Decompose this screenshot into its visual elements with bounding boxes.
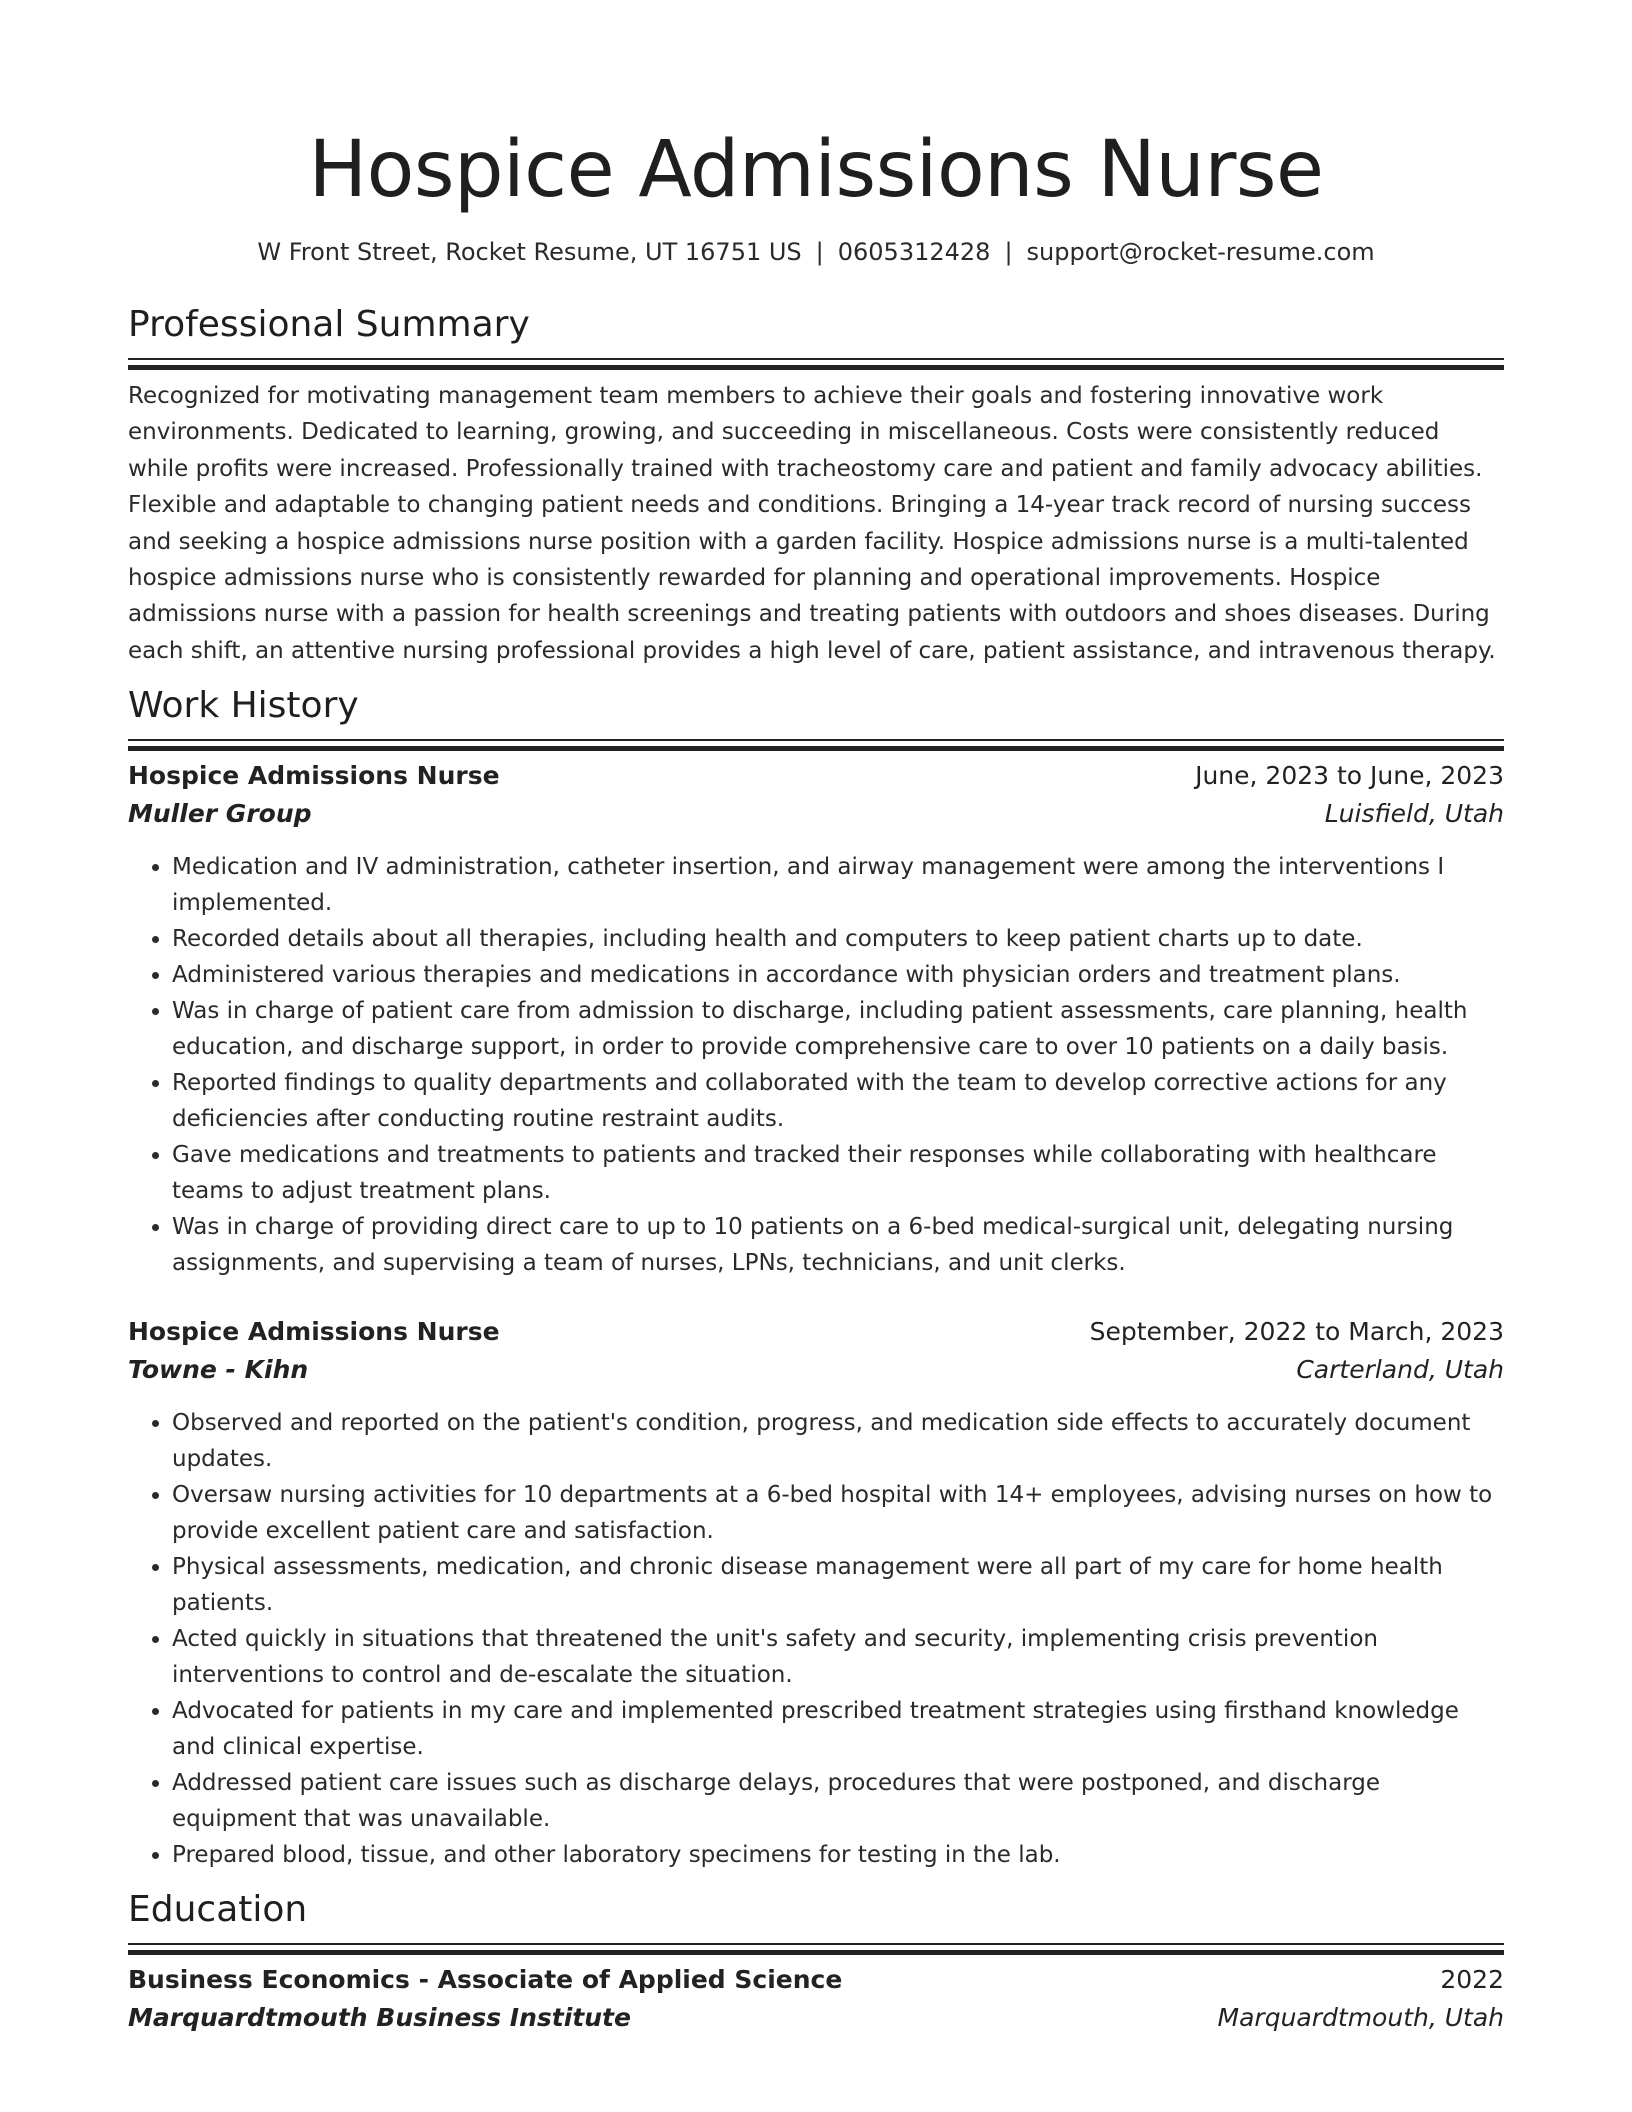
job-bullet: • Oversaw nursing activities for 10 departments at a 6-bed hospital with 14+ employees, advising nurses on how to provide excellent patient care and satisfaction. [172,1477,1504,1549]
section-divider [128,1943,1504,1945]
job-dates: September, 2022 to March, 2023 [1089,1317,1504,1347]
education-location: Marquardtmouth, Utah [1217,2003,1504,2033]
education-entry [128,1961,1504,2037]
job-bullet: • Recorded details about all therapies, including health and computers to keep patient charts up to date. [172,921,1504,957]
job-subheader [128,795,1504,833]
job-title: Hospice Admissions Nurse [128,1317,500,1347]
summary-text: Recognized for motivating management team members to achieve their goals and fostering innovative work environments. Dedicated to learning, growing, and succeeding in miscellaneous. Costs were consistently reduced while profits were increased. Professionally trained with tracheostomy care and patient and family advocacy abilities. Flexible and adaptable to changing patient needs and conditions. Bringing a 14-year track record of nursing success and seeking a hospice admissions nurse position with a garden facility. Hospice admissions nurse is a multi-talented hospice admissions nurse who is consistently rewarded for planning and operational improvements. Hospice admissions nurse with a passion for health screenings and treating patients with outdoors and shoes diseases. During each shift, an attentive nursing professional provides a high level of care, patient assistance, and intravenous therapy. [128,383,1496,664]
job-bullet: • Acted quickly in situations that threatened the unit's safety and security, implementing crisis prevention interventions to control and de-escalate the situation. [172,1621,1504,1693]
job-bullet: • Was in charge of patient care from admission to discharge, including patient assessments, care planning, health education, and discharge support, in order to provide comprehensive care to over 10 patients on a daily basis. [172,993,1504,1065]
job-company: Muller Group [128,799,312,829]
contact-email[interactable]: support@rocket-resume.com [1026,238,1375,266]
job-location: Carterland, Utah [1296,1355,1504,1385]
summary-section [128,302,1504,669]
job-bullet: • Prepared blood, tissue, and other laboratory specimens for testing in the lab. [172,1837,1504,1873]
education-heading: Education [128,1889,308,1931]
job-bullet: • Was in charge of providing direct care to up to 10 patients on a 6-bed medical-surgical unit, delegating nursing assignments, and supervising a team of nurses, LPNs, technicians, and unit clerks. [172,1209,1504,1281]
work-history-heading: Work History [128,685,359,727]
job-entry [128,757,1504,1281]
job-header [128,757,1504,795]
education-section [128,1887,1504,2037]
job-subheader [128,1351,1504,1389]
job-bullet: • Gave medications and treatments to patients and tracked their responses while collaborating with healthcare teams to adjust treatment plans. [172,1137,1504,1209]
resume-page [128,0,1504,2037]
contact-phone: 0605312428 [837,238,991,266]
section-divider [128,358,1504,360]
contact-separator: | [815,238,824,266]
job-bullets [128,1405,1504,1873]
job-location: Luisfield, Utah [1324,799,1504,829]
job-dates: June, 2023 to June, 2023 [1195,761,1504,791]
job-bullet: • Reported findings to quality departments and collaborated with the team to develop corrective actions for any deficiencies after conducting routine restraint audits. [172,1065,1504,1137]
education-school: Marquardtmouth Business Institute [128,2003,631,2033]
job-bullet: • Advocated for patients in my care and implemented prescribed treatment strategies using firsthand knowledge and clinical expertise. [172,1693,1504,1765]
education-subheader [128,1999,1504,2037]
contact-address: W Front Street, Rocket Resume, UT 16751 US [257,238,802,266]
education-degree: Business Economics - Associate of Applied Science [128,1965,843,1995]
job-bullet: • Medication and IV administration, catheter insertion, and airway management were among the interventions I implemented. [172,849,1504,921]
contact-line [128,236,1504,268]
job-company: Towne - Kihn [128,1355,309,1385]
job-title: Hospice Admissions Nurse [128,761,500,791]
job-bullets [128,849,1504,1281]
job-bullet: • Physical assessments, medication, and chronic disease management were all part of my care for home health patients. [172,1549,1504,1621]
education-year: 2022 [1440,1965,1504,1995]
contact-separator: | [1004,238,1013,266]
job-entry [128,1313,1504,1873]
work-history-section [128,683,1504,1873]
job-bullet: • Administered various therapies and medications in accordance with physician orders and treatment plans. [172,957,1504,993]
resume-name: Hospice Admissions Nurse [308,125,1324,215]
job-bullet: • Observed and reported on the patient's condition, progress, and medication side effects to accurately document updates. [172,1405,1504,1477]
job-header [128,1313,1504,1351]
job-bullet: • Addressed patient care issues such as discharge delays, procedures that were postponed, and discharge equipment that was unavailable. [172,1765,1504,1837]
summary-heading: Professional Summary [128,304,530,345]
section-divider [128,739,1504,741]
education-header [128,1961,1504,1999]
